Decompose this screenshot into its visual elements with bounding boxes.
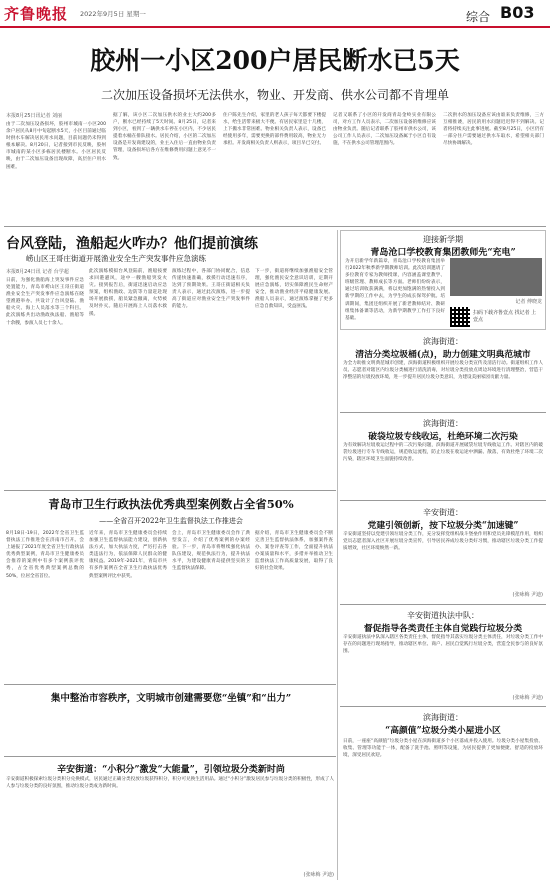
story10-text: 辛安街道积极探索垃圾分类积分兑换模式，居民通过正确分类投放垃圾获得积分，积分可兑换生活用品。通过“小积分”激发居民参与垃圾分类的积极性，形成了人人参与垃圾分类的良好氛围，推动垃圾分类成为新时尚。 <box>6 777 334 790</box>
page-number: B03 <box>500 3 535 22</box>
issue-date: 2022年9月5日 星期一 <box>80 10 146 18</box>
masthead-logo: 齐鲁晚报 <box>4 5 69 23</box>
story3-kicker: 迎接新学期 <box>423 235 463 244</box>
story7-text: 辛安街道坚持以党建引领垃圾分类工作，充分发挥党组织战斗堡垒作用和党员先锋模范作用，组织党员志愿者深入社区开展垃圾分类宣传，引导居民养成垃圾分类好习惯，推动辖区垃圾分类工作提质增效，社区环境焕然一新。 <box>343 532 543 552</box>
story5-headline: 破袋垃圾专线收运，杜绝环境二次污染 <box>368 432 518 442</box>
masthead-rule <box>0 26 550 28</box>
divider <box>340 706 546 707</box>
story2-subhead: 崂山区王哥庄街道开展渔业安全生产突发事件应急演练 <box>26 254 206 263</box>
divider <box>4 490 336 491</box>
story6-subhead: ——全省召开2022年卫生监督执法工作推进会 <box>99 517 243 525</box>
story10-byline: (张咏梅 尹迪) <box>303 872 334 878</box>
scan-caption: 扫码下载齐鲁壹点 找记者 上壹点 <box>473 310 537 323</box>
story11-text: 日前，一座座“高颜值”垃圾分类小屋在滨海街道多个小区落成并投入使用。垃圾分类小屋集投放、收集、管理等功能于一体，配备了洗手池、照明等设施，为居民提供了更加便捷、舒适的投放环境，深受居民欢迎。 <box>343 739 543 759</box>
lead-byline: 本报8月25日讯记者 刘丽 <box>6 113 63 119</box>
divider <box>4 684 336 685</box>
story7-headline: 党建引领创新，按下垃圾分类“加速键” <box>367 521 519 531</box>
column-divider <box>337 230 338 500</box>
story4-kicker: 滨海街道： <box>423 337 463 346</box>
story5-text: 为有效解决垃圾收运过程中的二次污染问题，滨海街道开展破袋垃圾专线收运工作。对辖区内的破袋垃圾进行专车专线收运，规范收运流程，防止垃圾在收运途中洒漏、散落，有效杜绝了环境二次污染，辖区环境卫生面貌持续改善。 <box>343 443 543 463</box>
lead-text-col-2: 据了解，该小区二次加压供水的业主大约200多户，断水已经持续了5天时间。8月25日，记者来到小区，看到了一辆供水车停在小区内，不少居民提着水桶在排队接水。居民介绍，小区的二次加压设备是开发商建设的，业主入住后一直由物业负责管理，设备损坏后各方在维修费用问题上意见不一致。 <box>113 113 216 161</box>
story6-headline: 青岛市卫生行政执法优秀典型案例数占全省50% <box>48 497 294 511</box>
divider <box>340 604 546 605</box>
story9-byline: (张咏梅 尹迪) <box>512 695 543 701</box>
story6-text-col-1: 8月18日-19日，2022年全省卫生监督执法工作推进会在济南市召开。会上通报了2021年度全省卫生行政执法优秀典型案例，青岛市卫生健康委员会推荐的案例中有多个案例获评优秀，占全省优秀典型案例总数的50%，位居全省首位。 <box>6 531 84 579</box>
story2-headline: 台风登陆，渔船起火咋办？他们提前演练 <box>6 236 258 252</box>
story8-headline: 集中整治市容秩序，文明城市创建需要您“坐镇”和“出力” <box>50 693 292 704</box>
story11-headline: “高颜值”垃圾分类小屋进小区 <box>385 726 501 736</box>
lead-text-col-5: 二次供水的加压设备应该由谁来负责维修，三方互相推诿，居民的用水问题迟迟得不到解决。记者将持续关注此事进展。截至8月25日，小区仍有一部分住户需要通过供水车取水，希望相关部门尽快协调解决。 <box>443 113 544 147</box>
story5-kicker: 滨海街道： <box>423 419 463 428</box>
qr-code-icon <box>450 307 470 327</box>
story3-headline: 青岛沧口学校教育集团教师先“充电” <box>370 248 516 258</box>
divider <box>340 500 546 501</box>
story9-kicker: 辛安街道执法中队： <box>407 611 479 620</box>
divider <box>4 756 336 757</box>
story11-kicker: 滨海街道： <box>423 713 463 722</box>
story6-text-col-3: 会上，青岛市卫生健康委员会作了典型发言，介绍了优秀案例的办案经验。下一步，青岛市将继续强化执法队伍建设，规范执法行为，提升执法水平，为建设健康青岛提供坚实的卫生监督执法保障。 <box>172 531 250 572</box>
lead-headline: 胶州一小区200户居民断水已5天 <box>90 46 460 75</box>
story3-photo <box>450 258 542 296</box>
story3-text: 为开启新学年新篇章，青岛沧口学校教育集团举行2022年秋季新学期教师培训。此次培训邀请了多位教育专家为教师授课，内容涵盖课堂教学、班级管理、教师成长等方面。老师们纷纷表示，通过培训收获满满，将以更加饱满的热情投入到新学期的工作中去，为学生的成长保驾护航。培训期间，集团还组织开展了新老教师结对、教研组集体备课等活动，为新学期教学工作打下良好基础。 <box>345 259 445 321</box>
story9-headline: 督促指导各类责任主体自觉践行垃圾分类 <box>363 624 523 634</box>
story3-byline: 记者 傅晓龙 <box>515 299 542 305</box>
story2-text-col-2: 此次演练模拟台风登陆前，渔船按要求回港避风，途中一艘渔船突发火灾。接到报告后，街道迅速启动应急预案，组织渔政、边防等力量赶赴现场开展救援，船员紧急撤离，火势被及时扑灭。随后开展海上人员落水救援。 <box>89 269 167 317</box>
lead-text-col-4: 记者又联系了小区的开发商青岛金岭实业有限公司，对方工作人员表示，二次加压设备的维修应该由物业负责。随后记者联系了胶州市供水公司，该公司工作人员表示，二次加压设备属于小区自有设施，不在供水公司管理范围内。 <box>333 113 436 147</box>
story4-text: 为全力助推文明典范城市创建，滨海街道积极组织开展垃圾分类宣传及清洁行动。街道组织工作人员、志愿者对辖区内垃圾分类桶进行清洗消毒，对垃圾分类投放点周边环境进行清理整治，营造干净整洁的垃圾投放环境，进一步提升居民垃圾分类意识，为建设美丽家园贡献力量。 <box>343 361 543 381</box>
lead-subhead: 二次加压设备损坏无法供水，物业、开发商、供水公司都不肯埋单 <box>100 88 449 102</box>
lead-text-col-3: 住户陈先生介绍，家里的老人孩子每天都要下楼提水，给生活带来极大不便。有居民家里是十几楼，上下搬水非常困难。物业相关负责人表示，设备已经使用多年，需要更换的部件费用较高，物业无力承担。开发商相关负责人则表示，项目早已交付。 <box>223 113 326 147</box>
story4-headline: 清洁分类垃圾桶(点)，助力创建文明典范城市 <box>355 350 531 360</box>
story6-text-col-4: 据介绍，青岛市卫生健康委员会不断完善卫生监督执法体系，加强案件查办、案卷评查等工作，全面提升执法办案质量和水平，多措并举推动卫生监督执法工作高质量发展，取得了良好的社会效果。 <box>255 531 333 572</box>
section-name: 综合 <box>466 10 491 24</box>
story7-kicker: 辛安街道： <box>423 508 463 517</box>
story7-byline: (张咏梅 尹迪) <box>512 592 543 598</box>
story10-headline: 辛安街道：“小积分”激发“大能量”，引领垃圾分类新时尚 <box>57 765 285 775</box>
story6-text-col-2: 近年来，青岛市卫生健康委员会持续加强卫生监督执法能力建设，创新执法方式，加大执法力度，严厉打击各类违法行为，依法保障人民群众的健康权益。2019年-2021年，青岛市共有多件案例在全省卫生行政执法优秀典型案例评比中获奖。 <box>89 531 167 579</box>
story2-text-col-4: 下一步，街道将继续加强渔船安全管理，强化渔民安全意识培训，定期开展应急演练，切实保障渔民生命财产安全，推动渔业经济平稳健康发展。渔船人员表示，通过演练掌握了更多应急自救知识，受益匪浅。 <box>255 269 333 310</box>
column-divider <box>337 500 338 880</box>
story2-text-col-3: 演练过程中，各部门协同配合，信息传递快速准确，救援行动迅速有序，达到了预期效果。王哥庄街道相关负责人表示，通过此次演练，进一步提高了街道应对渔业安全生产突发事件的能力。 <box>172 269 250 310</box>
divider <box>4 226 546 227</box>
story2-byline: 本报8月24日讯 记者 台学超 <box>6 269 69 275</box>
lead-text-col-1: 由于二次加压设备损坏，胶州市城南一小区200余户居民从8月中旬起断水5天，小区目前通过临时供水车解决居民用水问题，目前问题仍未得到根本解决。8月20日，记者接到市民反映，胶州市城南的某小区多栋居民楼断水。小区居民反映，由于二次加压设备出现故障，高层住户用水困难。 <box>6 122 106 170</box>
divider <box>340 412 546 413</box>
story9-text: 辛安街道执法中队深入辖区各类责任主体，督促指导其落实垃圾分类主体责任，对垃圾分类工作中存在的问题进行现场指导，推动辖区单位、商户、居民自觉践行垃圾分类，营造全民参与的良好氛围。 <box>343 635 543 655</box>
story2-text-col-1: 日前，为强化渔船海上突发事件应急处置能力，青岛市崂山区王哥庄街道渔业安全生产突发事件应急演练在晓望渔港举办。共设计了台风登陆、渔船火灾、海上人员落水等三个科目。此次演练共出动渔政执法船、渔船等十余艘，参演人员七十余人。 <box>6 278 84 326</box>
